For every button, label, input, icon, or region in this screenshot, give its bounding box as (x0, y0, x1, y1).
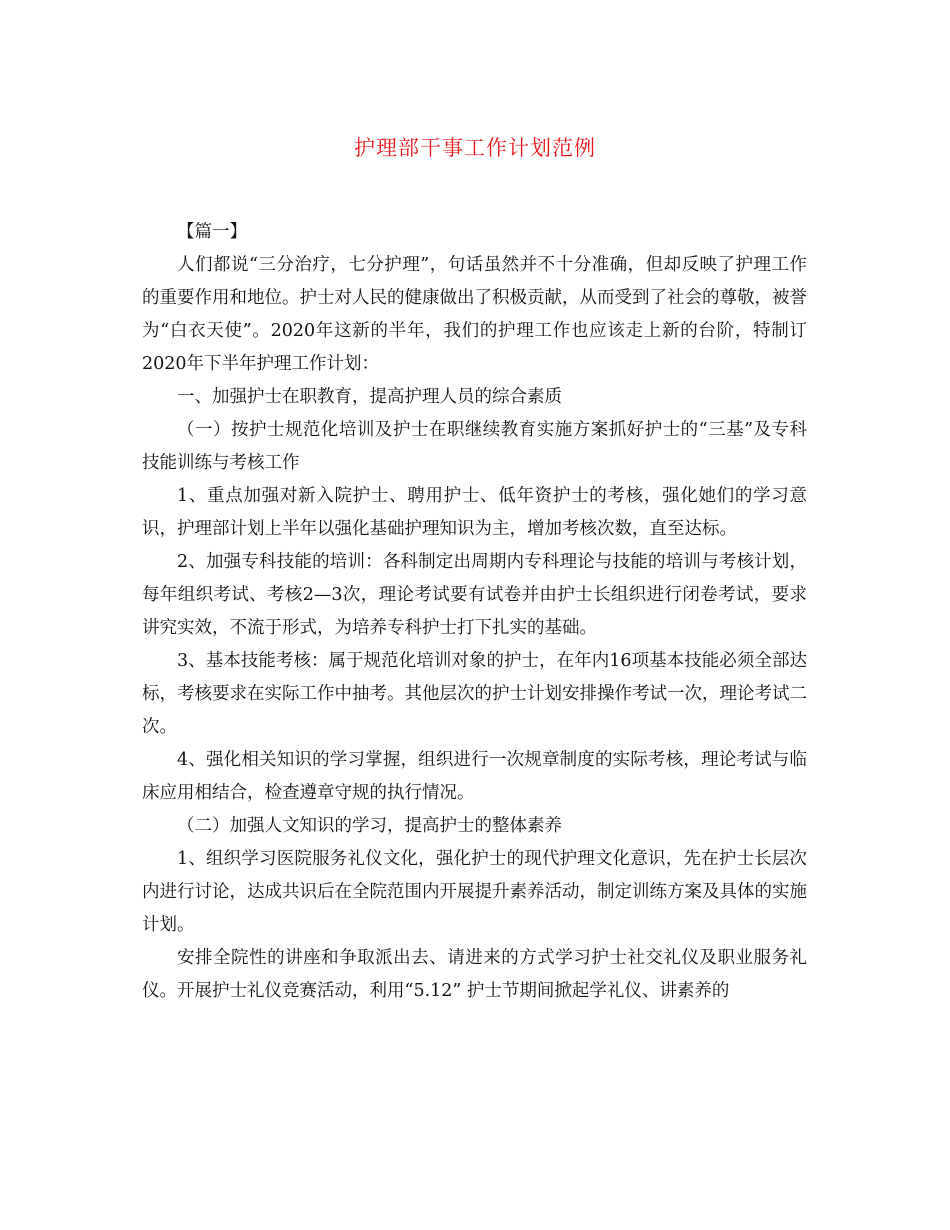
paragraph-item-4: 4、强化相关知识的学习掌握，组织进行一次规章制度的实际考核，理论考试与临床应用相结合，检查遵章守规的执行情况。 (142, 750, 807, 803)
paragraph-etiquette: 安排全院性的讲座和争取派出去、请进来的方式学习护士社交礼仪及职业服务礼仪。开展护士礼仪竞赛活动，利用“5.12” 护士节期间掀起学礼仪、讲素养的 (142, 948, 807, 1001)
paragraph-item-1: 1、重点加强对新入院护士、聘用护士、低年资护士的考核，强化她们的学习意识，护理部计划上半年以强化基础护理知识为主，增加考核次数，直至达标。 (142, 486, 807, 539)
heading-section-one: 一、加强护士在职教育，提高护理人员的综合素质 (177, 387, 562, 407)
paragraph-item-3: 3、基本技能考核：属于规范化培训对象的护士，在年内16项基本技能必须全部达标，考核要求在实际工作中抽考。其他层次的护士计划安排操作考试一次，理论考试二次。 (142, 651, 807, 737)
paragraph-item-2: 2、加强专科技能的培训：各科制定出周期内专科理论与技能的培训与考核计划，每年组织考试、考核2—3次，理论考试要有试卷并由护士长组织进行闭卷考试，要求讲究实效，不流于形式，为培养专科护士打下扎实的基础。 (142, 552, 807, 638)
paragraph-item-5: 1、组织学习医院服务礼仪文化，强化护士的现代护理文化意识，先在护士长层次内进行讨论，达成共识后在全院范围内开展提升素养活动，制定训练方案及具体的实施计划。 (142, 849, 807, 935)
document-body (142, 216, 807, 1008)
section-marker: 【篇一】 (177, 222, 247, 242)
subheading-two: （二）加强人文知识的学习，提高护士的整体素养 (177, 816, 562, 836)
paragraph-intro: 人们都说“三分治疗，七分护理”，句话虽然并不十分准确，但却反映了护理工作的重要作用和地位。护士对人民的健康做出了积极贡献，从而受到了社会的尊敬，被誉为“白衣天使”。2020年这新的半年，我们的护理工作也应该走上新的台阶，特制订2020年下半年护理工作计划： (142, 255, 807, 374)
document-title: 护理部干事工作计划范例 (354, 136, 596, 160)
subheading-one: （一）按护士规范化培训及护士在职继续教育实施方案抓好护士的“三基”及专科技能训练与考核工作 (142, 420, 807, 473)
